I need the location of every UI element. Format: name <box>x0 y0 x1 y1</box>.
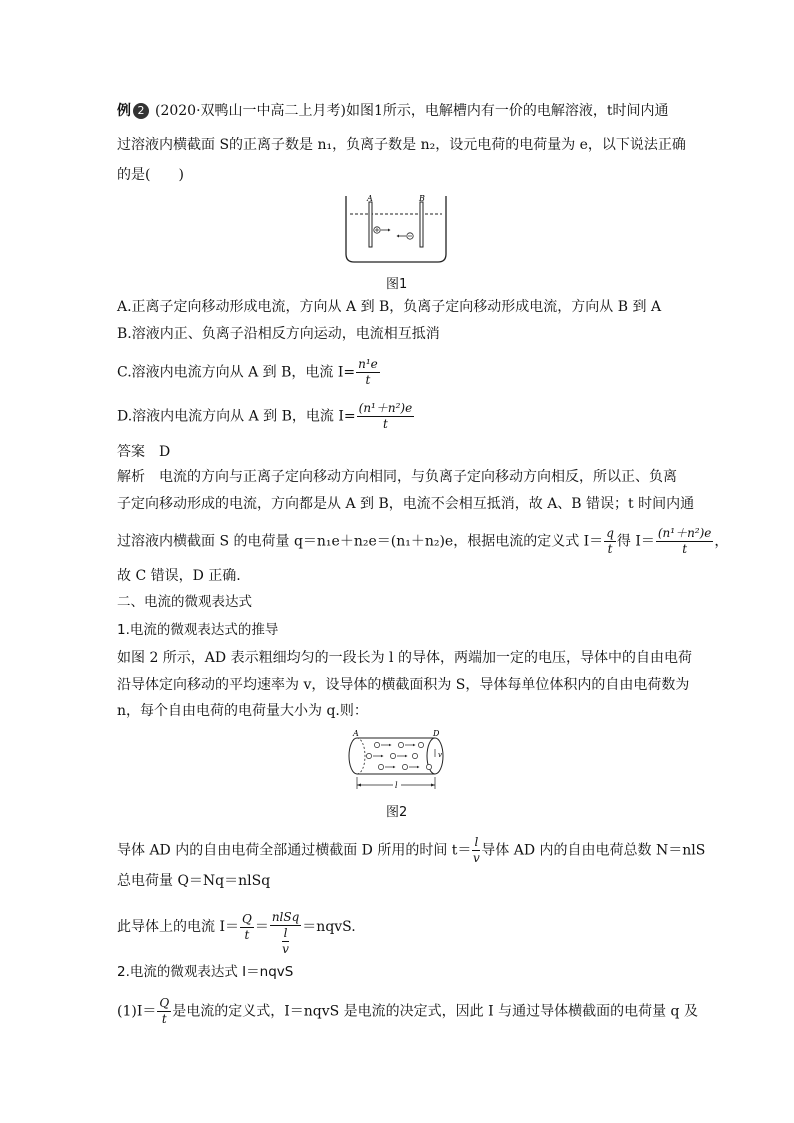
figure-2-label-d: D <box>433 729 440 738</box>
figure-1-label-b: B <box>419 194 425 203</box>
figure-1-label-a: A <box>367 194 373 203</box>
analysis-fraction-current-numerator: (n¹＋n²)e <box>657 526 712 540</box>
electrode-b <box>420 202 423 247</box>
section-2b-numerator: Q <box>159 996 170 1010</box>
figure-2-label-a: A <box>353 729 359 738</box>
option-a: A.正离子定向移动形成电流，方向从 A 到 B，负离子定向移动形成电流，方向从 B 到 A <box>117 299 662 315</box>
analysis-line-4: 故 C 错误，D 正确. <box>117 568 241 584</box>
option-d-fraction <box>357 401 415 432</box>
analysis-line-2: 子定向移动形成的电流，方向都是从 A 到 B，电流不会相互抵消，故 A、B 错误；t 时间内通 <box>117 496 695 512</box>
electrode-a <box>369 202 372 247</box>
analysis-line-3 <box>117 526 728 557</box>
section-2-subtitle-2: 2.电流的微观表达式 I＝nqvS <box>117 964 294 980</box>
answer-line: 答案 D <box>117 444 171 460</box>
figure-2-label-v: v <box>438 751 442 759</box>
analysis-fraction-q-denominator: t <box>607 542 613 556</box>
figure-2-conductor <box>343 727 455 797</box>
derivation-compound-numerator: nlSq <box>271 910 300 924</box>
derivation-time-line <box>117 835 705 866</box>
derivation-fraction-q-over-t <box>240 912 254 943</box>
derivation-current-line <box>117 910 356 957</box>
section-2-paragraph-line-1: 如图 2 所示，AD 表示粗细均匀的一段长为 l 的导体，两端加一定的电压，导体中的自由电荷 <box>117 650 692 666</box>
example-label: 例 <box>117 103 131 119</box>
option-c-denominator: t <box>365 373 371 387</box>
derivation-fraction-q-numerator: Q <box>241 911 252 926</box>
example-line-1 <box>117 101 669 121</box>
section-2b-paragraph <box>117 996 698 1027</box>
derivation-compound-fraction <box>270 910 301 957</box>
figure-1-electrolytic-cell <box>340 192 452 268</box>
figure-1-caption: 图1 <box>386 277 408 292</box>
option-c-fraction <box>356 357 380 388</box>
option-c-text: C.溶液内电流方向从 A 到 B，电流 I= <box>117 364 356 381</box>
derivation-time-numerator: l <box>474 835 479 849</box>
analysis-fraction-q-numerator: q <box>606 526 614 540</box>
analysis-fraction-current <box>656 526 714 557</box>
option-c <box>117 357 381 388</box>
example-line-3: 的是( ) <box>117 167 184 183</box>
derivation-inner-denominator: v <box>282 942 289 956</box>
option-b: B.溶液内正、负离子沿相反方向运动，电流相互抵消 <box>117 326 440 342</box>
option-d-denominator: t <box>383 417 388 431</box>
conductor-left-end <box>349 738 357 774</box>
option-d-text: D.溶液内电流方向从 A 到 B，电流 I= <box>117 408 356 425</box>
analysis-line-3-text: 过溶液内横截面 S 的电荷量 q＝n₁e＋n₂e＝(n₁＋n₂)e，根据电流的定义式 I＝ <box>117 533 604 550</box>
section-2-paragraph-line-3: n，每个自由电荷的电荷量大小为 q.则： <box>117 703 368 719</box>
example-number-badge: 2 <box>133 103 149 119</box>
option-d <box>117 401 415 432</box>
derivation-total-charge-count: 导体 AD 内的自由电荷总数 N＝nlS <box>481 842 706 859</box>
derivation-inner-numerator: l <box>283 926 288 940</box>
derivation-time-fraction <box>472 835 480 866</box>
cell-container <box>346 196 446 262</box>
analysis-line-3-mid: 得 I＝ <box>616 533 655 550</box>
section-2b-denominator: t <box>161 1012 167 1026</box>
section-2-title: 二、电流的微观表达式 <box>117 594 252 610</box>
option-d-numerator: (n¹＋n²)e <box>358 401 413 415</box>
derivation-time-text: 导体 AD 内的自由电荷全部通过横截面 D 所用的时间 t＝ <box>117 842 472 859</box>
analysis-line-3-end: ， <box>714 533 729 550</box>
section-2b-text: 是电流的定义式，I＝nqvS 是电流的决定式，因此 I 与通过导体横截面的电荷量 q 及 <box>172 1003 698 1020</box>
option-c-numerator: n¹e <box>358 357 378 371</box>
derivation-inner-fraction <box>282 926 290 957</box>
derivation-current-text: 此导体上的电流 I＝ <box>117 919 239 935</box>
figure-2-caption: 图2 <box>386 805 408 820</box>
section-2-paragraph-line-2: 沿导体定向移动的平均速率为 v，设导体的横截面积为 S，导体每单位体积内的自由电荷数为 <box>117 677 690 693</box>
section-2-subtitle-1: 1.电流的微观表达式的推导 <box>117 622 279 638</box>
derivation-total-charge-line: 总电荷量 Q＝Nq＝nlSq <box>117 873 271 889</box>
analysis-line-1: 解析 电流的方向与正离子定向移动方向相同，与负离子定向移动方向相反，所以正、负离 <box>117 469 677 485</box>
section-2b-prefix: (1)I＝ <box>117 1003 157 1020</box>
derivation-current-result: ＝nqvS. <box>302 919 356 935</box>
derivation-equals: ＝ <box>254 919 269 935</box>
figure-2-label-l: l <box>395 781 398 790</box>
derivation-fraction-q-denominator: t <box>244 927 250 942</box>
section-2b-fraction <box>157 996 171 1027</box>
example-text-1: (2020·双鸭山一中高二上月考)如图1所示，电解槽内有一价的电解溶液，t时间内通 <box>155 103 669 119</box>
derivation-time-denominator: v <box>472 851 480 865</box>
derivation-compound-denominator <box>270 926 301 957</box>
analysis-fraction-current-denominator: t <box>682 542 688 556</box>
example-line-2: 过溶液内横截面 S的正离子数是 n₁，负离子数是 n₂，设元电荷的电荷量为 e，以下说法正确 <box>117 137 686 153</box>
analysis-fraction-q-over-t <box>604 526 616 557</box>
